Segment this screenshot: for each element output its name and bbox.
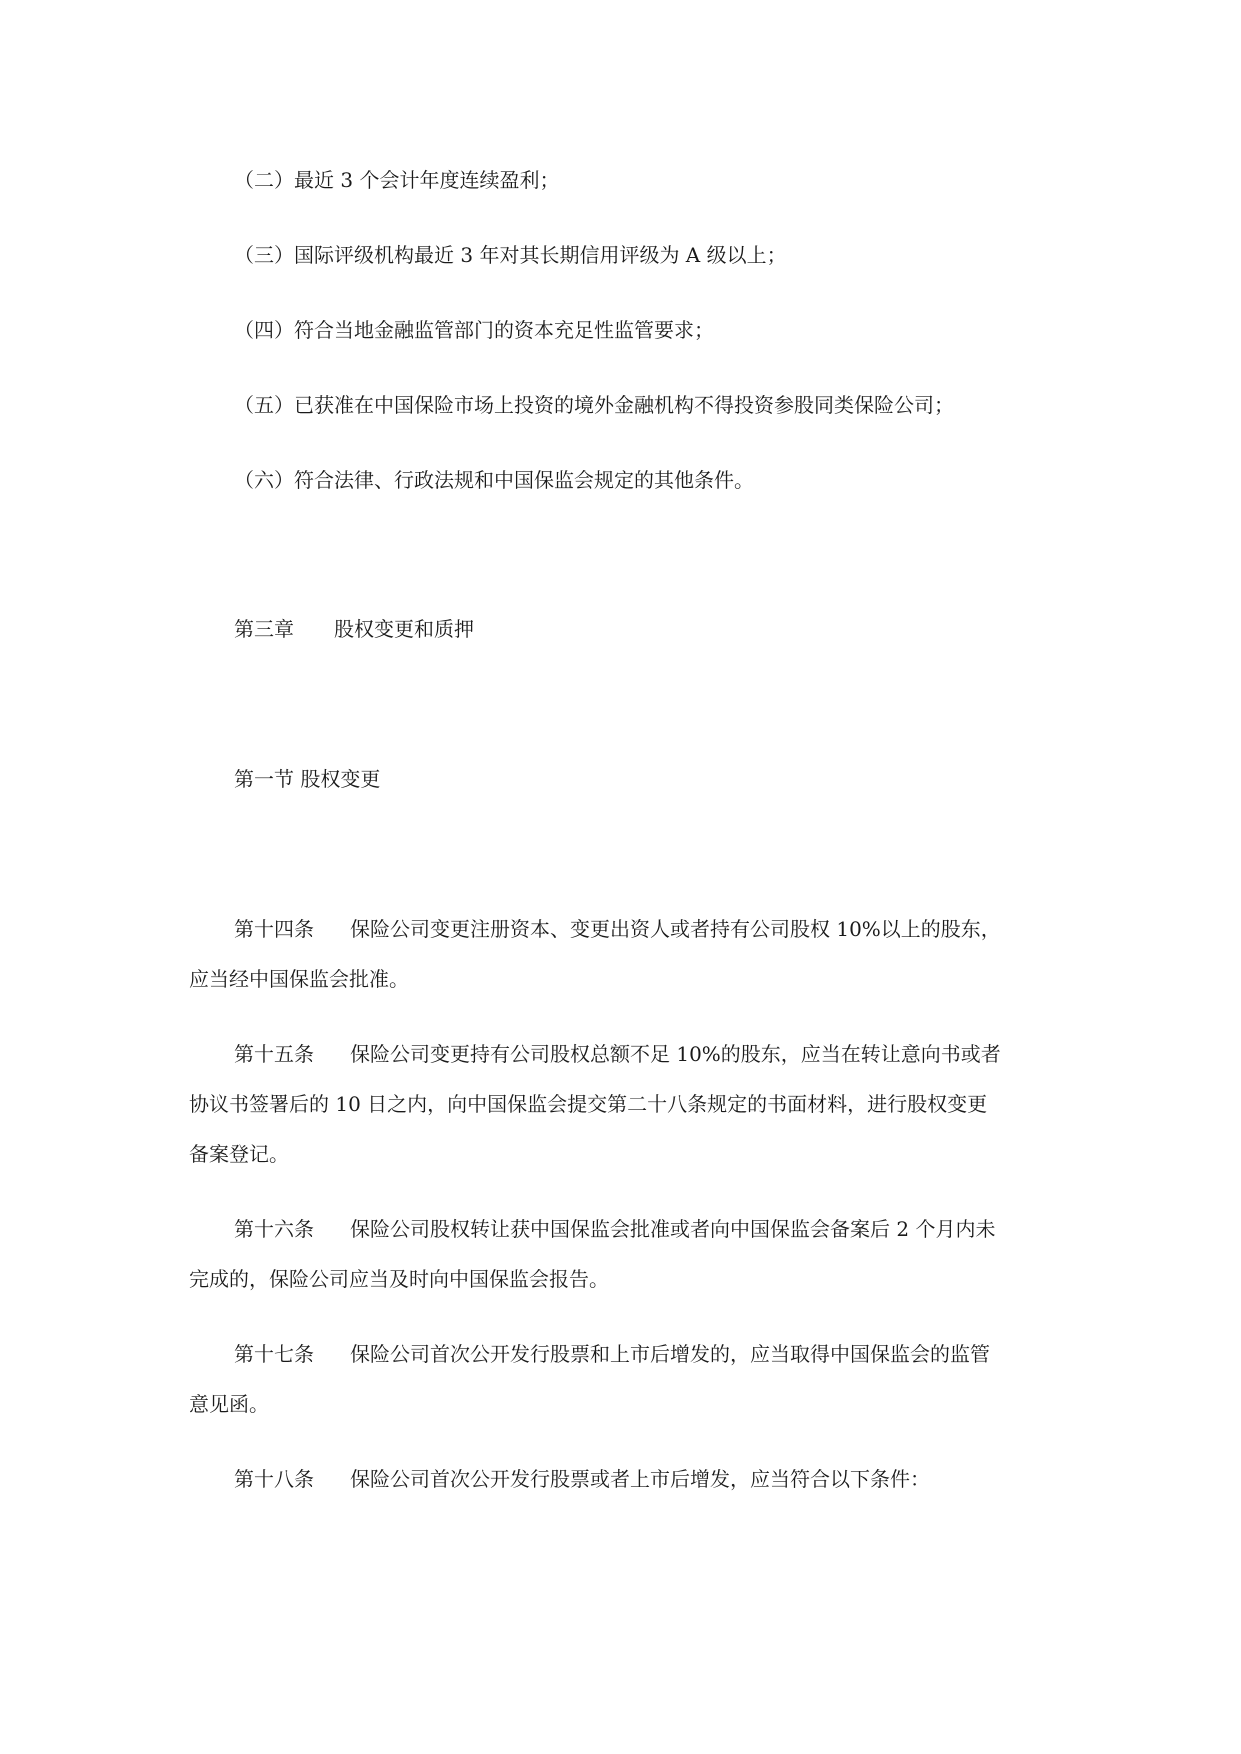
article-text: 保险公司变更注册资本、变更出资人或者持有公司股权 10%以上的股东， xyxy=(350,917,1001,941)
article-text-line: 意见函。 xyxy=(189,1392,269,1416)
article-number: 第十七条 xyxy=(234,1342,314,1366)
article-text-line: 应当经中国保监会批准。 xyxy=(189,967,409,991)
article-text-line: 协议书签署后的 10 日之内，向中国保监会提交第二十八条规定的书面材料，进行股权变更 xyxy=(189,1092,988,1116)
article-text-line: 备案登记。 xyxy=(189,1142,289,1166)
list-item: （五）已获准在中国保险市场上投资的境外金融机构不得投资参股同类保险公司； xyxy=(234,393,954,417)
chapter-title: 股权变更和质押 xyxy=(334,617,474,641)
article-first-line xyxy=(234,1342,990,1366)
article-number: 第十八条 xyxy=(234,1467,314,1491)
chapter-number: 第三章 xyxy=(234,617,294,641)
list-item: （六）符合法律、行政法规和中国保监会规定的其他条件。 xyxy=(234,468,754,492)
article-first-line xyxy=(234,917,1001,941)
list-item: （三）国际评级机构最近 3 年对其长期信用评级为 A 级以上； xyxy=(234,243,787,267)
list-item: （四）符合当地金融监管部门的资本充足性监管要求； xyxy=(234,318,714,342)
article-number: 第十五条 xyxy=(234,1042,314,1066)
article-number: 第十四条 xyxy=(234,917,314,941)
list-item: （二）最近 3 个会计年度连续盈利； xyxy=(234,168,560,192)
article-text: 保险公司股权转让获中国保监会批准或者向中国保监会备案后 2 个月内未 xyxy=(350,1217,996,1241)
article-first-line xyxy=(234,1467,930,1491)
article-number: 第十六条 xyxy=(234,1217,314,1241)
section-heading: 第一节 股权变更 xyxy=(234,767,381,791)
article-text: 保险公司变更持有公司股权总额不足 10%的股东，应当在转让意向书或者 xyxy=(350,1042,1001,1066)
chapter-heading xyxy=(234,617,474,641)
article-text-line: 完成的，保险公司应当及时向中国保监会报告。 xyxy=(189,1267,609,1291)
article-text: 保险公司首次公开发行股票或者上市后增发，应当符合以下条件： xyxy=(350,1467,930,1491)
article-first-line xyxy=(234,1042,1001,1066)
article-first-line xyxy=(234,1217,995,1241)
article-text: 保险公司首次公开发行股票和上市后增发的，应当取得中国保监会的监管 xyxy=(350,1342,990,1366)
